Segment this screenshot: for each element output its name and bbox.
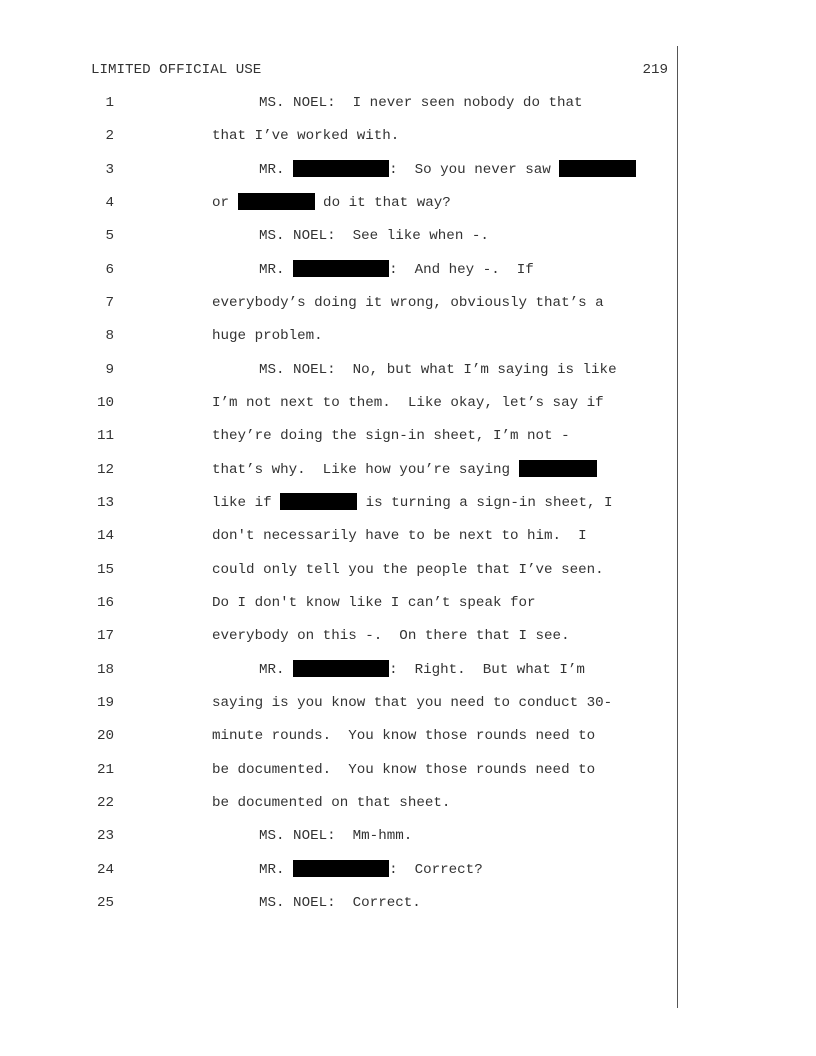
line-text: MR. : Correct? [259, 862, 483, 878]
redaction-block [559, 160, 636, 177]
line-text: MS. NOEL: Correct. [259, 895, 421, 911]
line-number: 1 [105, 95, 114, 111]
transcript-line [0, 626, 816, 646]
transcript-line [0, 893, 816, 913]
transcript-line [0, 660, 816, 680]
line-text: MS. NOEL: See like when -. [259, 228, 489, 244]
line-text: MR. : And hey -. If [259, 262, 534, 278]
line-number: 23 [96, 828, 114, 844]
line-number: 3 [105, 162, 114, 178]
line-text: MR. : Right. But what I’m [259, 662, 585, 678]
page-number: 219 [642, 62, 668, 78]
transcript-line [0, 560, 816, 580]
line-number: 15 [96, 562, 114, 578]
line-text: minute rounds. You know those rounds need to [212, 728, 596, 744]
line-text: they’re doing the sign-in sheet, I’m not - [212, 428, 570, 444]
line-text: everybody’s doing it wrong, obviously that’s a [212, 295, 604, 311]
line-text: huge problem. [212, 328, 323, 344]
line-number: 5 [105, 228, 114, 244]
line-text: MS. NOEL: Mm-hmm. [259, 828, 413, 844]
transcript-line [0, 593, 816, 613]
redaction-block [293, 660, 389, 677]
line-text: could only tell you the people that I’ve seen. [212, 562, 604, 578]
line-number: 18 [96, 662, 114, 678]
transcript-line [0, 826, 816, 846]
transcript-line [0, 126, 816, 146]
line-number: 8 [105, 328, 114, 344]
line-number: 17 [96, 628, 114, 644]
transcript-line [0, 293, 816, 313]
transcript-line [0, 726, 816, 746]
line-number: 24 [96, 862, 114, 878]
transcript-line [0, 160, 816, 180]
transcript-line [0, 260, 816, 280]
line-number: 14 [96, 528, 114, 544]
line-text: or do it that way? [212, 195, 451, 211]
line-text: Do I don't know like I can’t speak for [212, 595, 536, 611]
transcript-line [0, 760, 816, 780]
transcript-line [0, 326, 816, 346]
line-number: 21 [96, 762, 114, 778]
transcript-line [0, 793, 816, 813]
redaction-block [293, 160, 389, 177]
line-number: 25 [96, 895, 114, 911]
transcript-line [0, 860, 816, 880]
transcript-line [0, 493, 816, 513]
line-text: don't necessarily have to be next to him. I [212, 528, 587, 544]
redaction-block [293, 860, 389, 877]
line-text: I’m not next to them. Like okay, let’s say if [212, 395, 604, 411]
line-number: 9 [105, 362, 114, 378]
transcript-line [0, 360, 816, 380]
line-text: be documented. You know those rounds need to [212, 762, 596, 778]
line-text: that’s why. Like how you’re saying [212, 460, 597, 480]
transcript-line [0, 693, 816, 713]
transcript-line [0, 226, 816, 246]
line-text: be documented on that sheet. [212, 795, 451, 811]
line-number: 7 [105, 295, 114, 311]
line-number: 16 [96, 595, 114, 611]
line-text: that I’ve worked with. [212, 128, 400, 144]
line-text: MS. NOEL: I never seen nobody do that [259, 95, 583, 111]
line-number: 2 [105, 128, 114, 144]
line-text: MR. : So you never saw [259, 160, 636, 180]
transcript-line [0, 460, 816, 480]
transcript-line [0, 393, 816, 413]
line-text: MS. NOEL: No, but what I’m saying is like [259, 362, 617, 378]
line-number: 13 [96, 495, 114, 511]
redaction-block [293, 260, 389, 277]
line-number: 4 [105, 195, 114, 211]
line-text: like if is turning a sign-in sheet, I [212, 495, 613, 511]
line-text: everybody on this -. On there that I see. [212, 628, 570, 644]
redaction-block [280, 493, 357, 510]
line-text: saying is you know that you need to conduct 30- [212, 695, 613, 711]
transcript-line [0, 193, 816, 213]
redaction-block [519, 460, 597, 477]
redaction-block [238, 193, 315, 210]
line-number: 22 [96, 795, 114, 811]
transcript-line [0, 93, 816, 113]
line-number: 6 [105, 262, 114, 278]
transcript-line [0, 426, 816, 446]
line-number: 10 [96, 395, 114, 411]
line-number: 19 [96, 695, 114, 711]
line-number: 20 [96, 728, 114, 744]
transcript-line [0, 526, 816, 546]
line-number: 12 [96, 462, 114, 478]
line-number: 11 [96, 428, 114, 444]
classification-header: LIMITED OFFICIAL USE [91, 62, 262, 78]
